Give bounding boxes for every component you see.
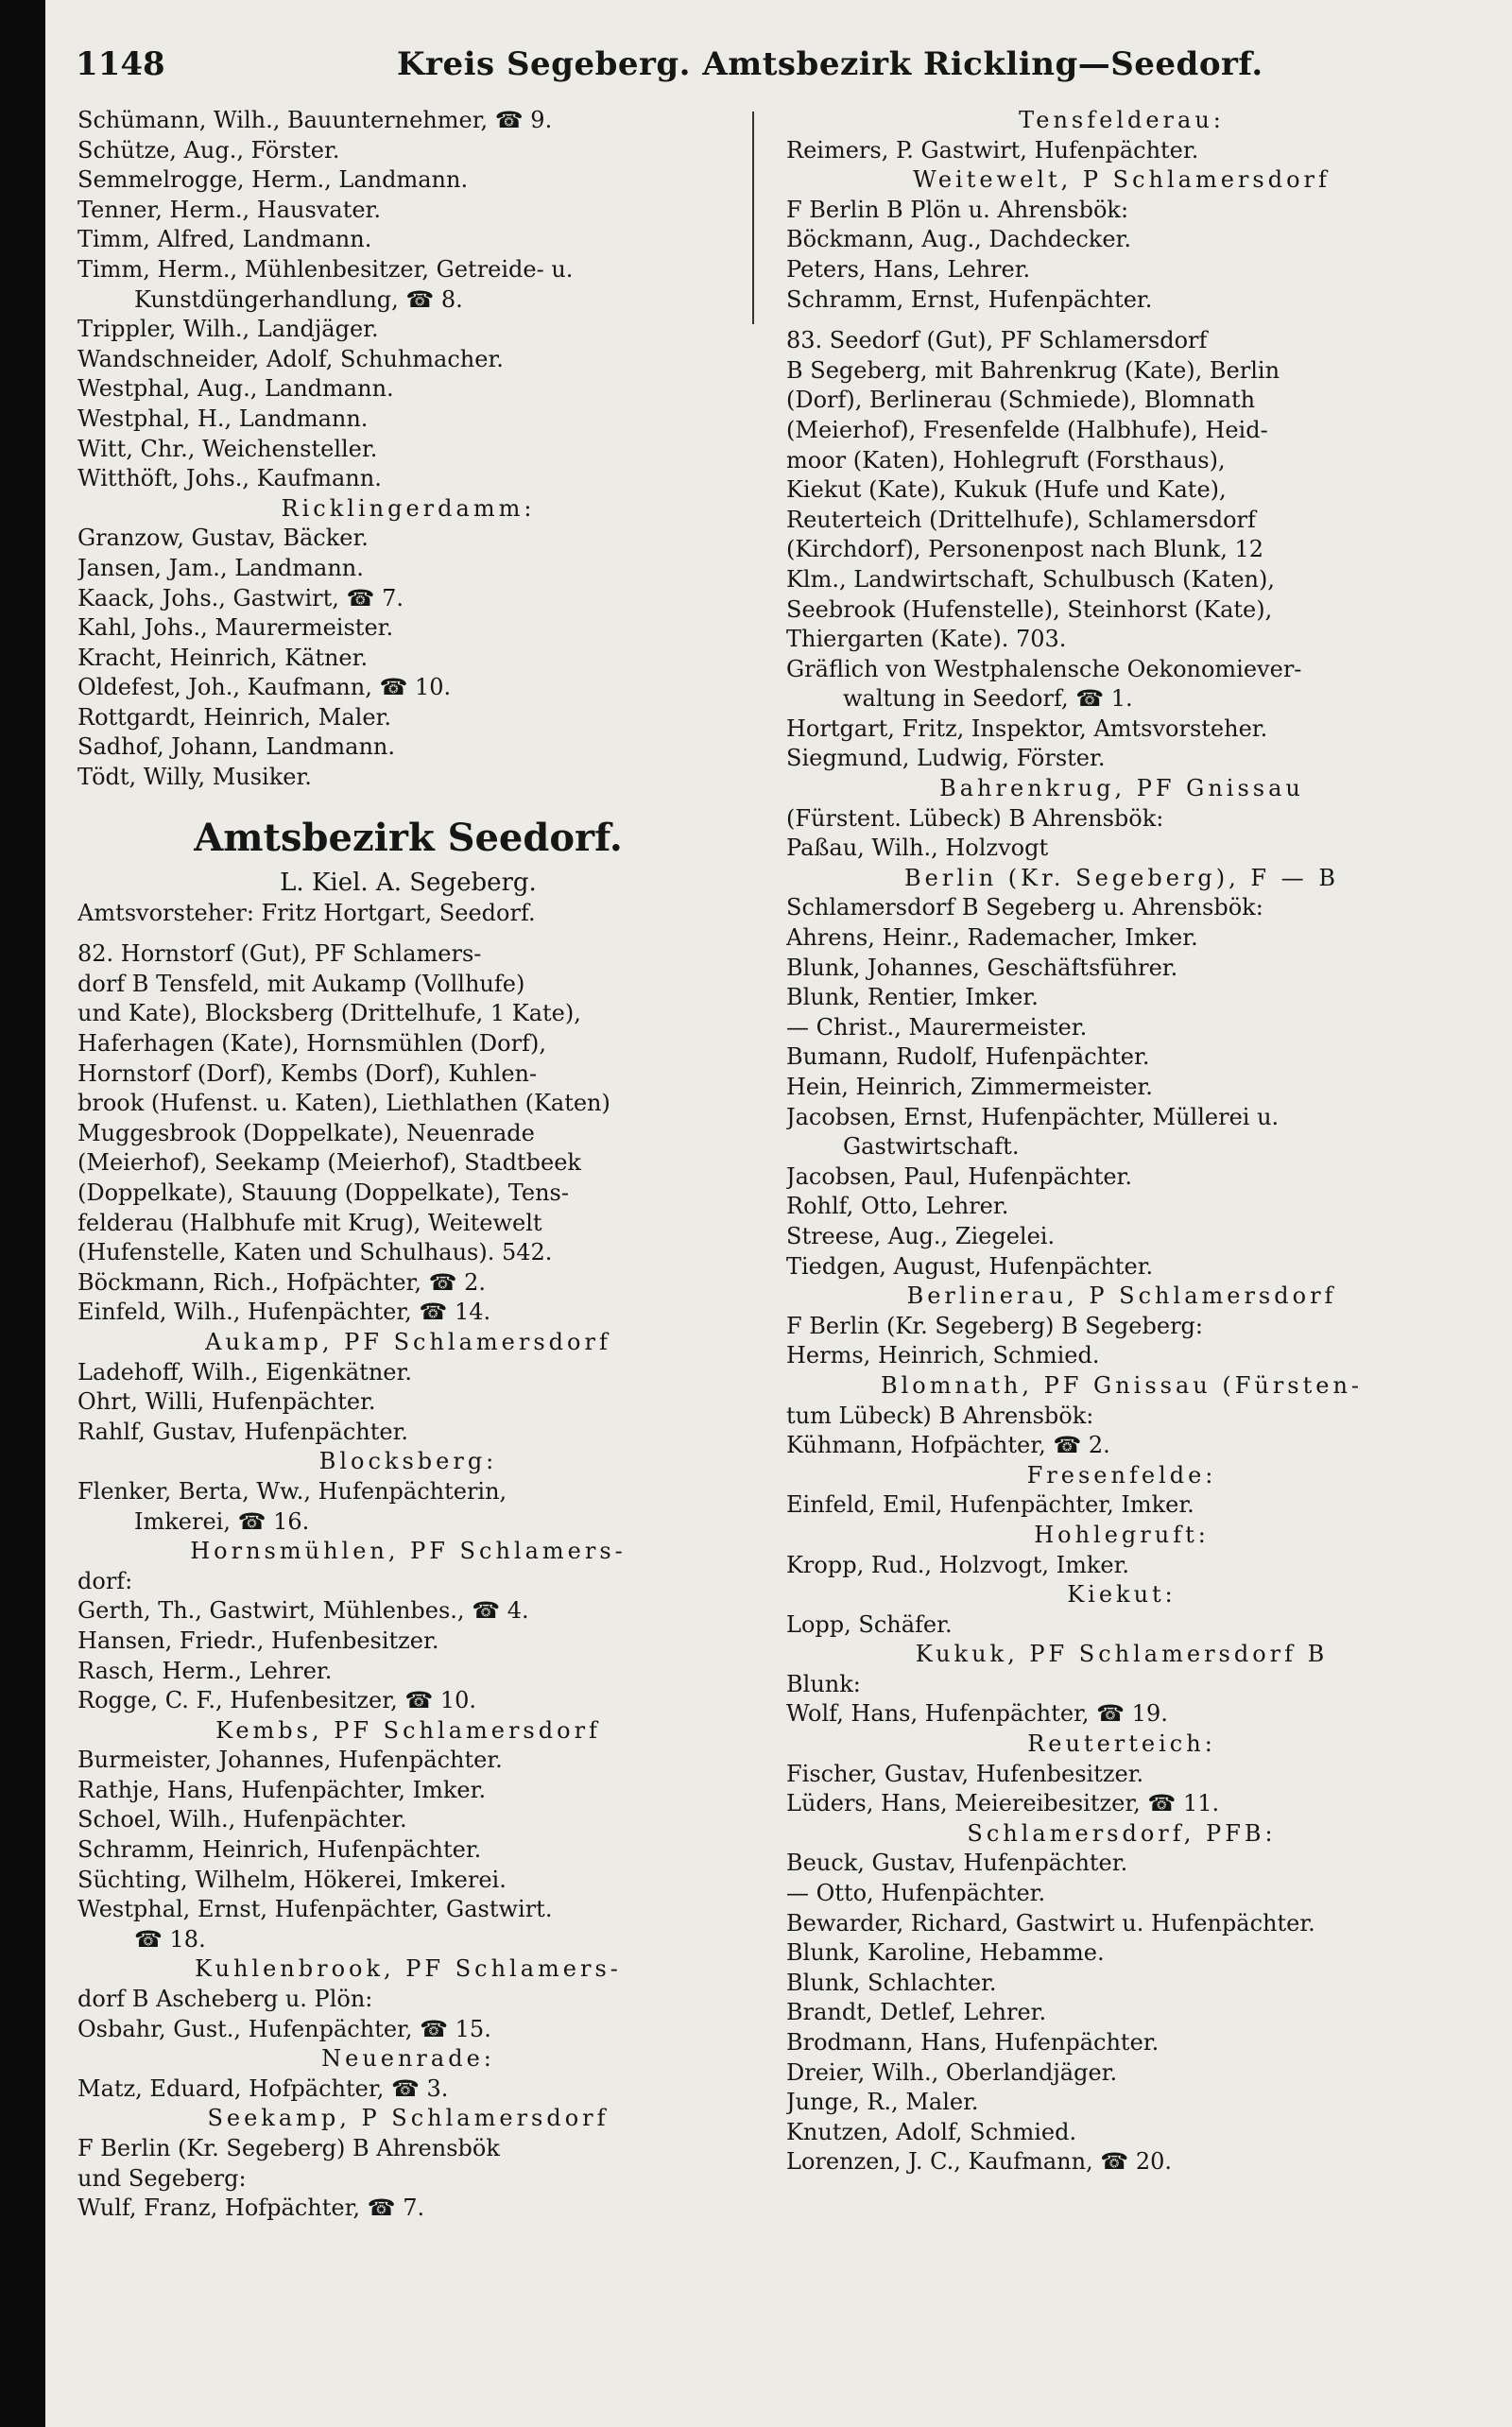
locality-heading: Ricklingerdamm: (281, 494, 536, 522)
entry-continuation: Imkerei, ☎ 16. (134, 1507, 310, 1535)
directory-entry: (Hufenstelle, Katen und Schulhaus). 542. (77, 1239, 553, 1266)
locality-heading: Bahrenkrug, PF Gnissau (939, 775, 1304, 802)
directory-entry: Schütze, Aug., Förster. (77, 136, 340, 164)
locality-heading: Tensfelderau: (1019, 107, 1225, 133)
directory-entry: Rohlf, Otto, Lehrer. (786, 1193, 1009, 1220)
locality-heading: Aukamp, PF Schlamersdorf (205, 1328, 611, 1355)
directory-entry: Thiergarten (Kate). 703. (786, 626, 1067, 653)
directory-entry: Ahrens, Heinr., Rademacher, Imker. (786, 924, 1198, 952)
directory-entry: Schramm, Ernst, Hufenpächter. (786, 285, 1153, 313)
locality-heading: Kembs, PF Schlamersdorf (215, 1716, 601, 1744)
directory-entry: Schümann, Wilh., Bauunternehmer, ☎ 9. (77, 107, 553, 133)
directory-entry: Lüders, Hans, Meiereibesitzer, ☎ 11. (786, 1790, 1220, 1817)
locality-heading: Berlin (Kr. Segeberg), F — B (904, 864, 1339, 891)
directory-entry: Lorenzen, J. C., Kaufmann, ☎ 20. (786, 2148, 1172, 2176)
directory-entry: Trippler, Wilh., Landjäger. (77, 316, 379, 343)
directory-entry: Blunk, Karoline, Hebamme. (786, 1939, 1105, 1967)
locality-heading: Schlamersdorf, PFB: (967, 1819, 1277, 1847)
directory-entry: moor (Katen), Hohlegruft (Forsthaus), (786, 446, 1226, 473)
directory-entry: dorf B Ascheberg u. Plön: (77, 1986, 373, 2013)
directory-entry: Kiekut (Kate), Kukuk (Hufe und Kate), (786, 476, 1227, 504)
directory-entry: brook (Hufenst. u. Katen), Liethlathen (Katen) (77, 1090, 610, 1117)
directory-entry: Flenker, Berta, Ww., Hufenpächterin, (77, 1477, 507, 1505)
directory-entry: (Kirchdorf), Personenpost nach Blunk, 12 (786, 536, 1264, 563)
directory-entry: Tödt, Willy, Musiker. (77, 764, 312, 791)
directory-entry: Einfeld, Wilh., Hufenpächter, ☎ 14. (77, 1299, 491, 1326)
directory-entry: Ohrt, Willi, Hufenpächter. (77, 1388, 376, 1416)
directory-entry: F Berlin (Kr. Segeberg) B Segeberg: (786, 1312, 1203, 1339)
directory-entry: Granzow, Gustav, Bäcker. (77, 525, 369, 552)
section-heading: Amtsbezirk Seedorf. (194, 815, 623, 860)
directory-entry: Kropp, Rud., Holzvogt, Imker. (786, 1551, 1130, 1578)
directory-entry: Blunk: (786, 1670, 861, 1697)
directory-entry: Jacobsen, Ernst, Hufenpächter, Müllerei u. (786, 1103, 1280, 1130)
directory-entry: Böckmann, Aug., Dachdecker. (786, 226, 1132, 253)
directory-entry: Hansen, Friedr., Hufenbesitzer. (77, 1627, 439, 1654)
directory-entry: Gräflich von Westphalensche Oekonomiever- (786, 655, 1302, 682)
directory-entry: tum Lübeck) B Ahrensbök: (786, 1402, 1094, 1429)
right-column (786, 106, 1457, 2177)
directory-entry: Timm, Alfred, Landmann. (77, 226, 372, 253)
directory-entry: Rogge, C. F., Hufenbesitzer, ☎ 10. (77, 1687, 477, 1714)
directory-entry: Tenner, Herm., Hausvater. (77, 196, 381, 223)
entry-continuation: Kunstdüngerhandlung, ☎ 8. (134, 285, 463, 313)
directory-entry: Schoel, Wilh., Hufenpächter. (77, 1806, 407, 1833)
directory-entry: Tiedgen, August, Hufenpächter. (786, 1252, 1154, 1280)
directory-entry: Kracht, Heinrich, Kätner. (77, 644, 369, 671)
directory-entry: Seebrook (Hufenstelle), Steinhorst (Kate), (786, 595, 1273, 623)
directory-entry: Lopp, Schäfer. (786, 1610, 953, 1638)
directory-entry: Sadhof, Johann, Landmann. (77, 733, 395, 761)
directory-entry: Paßau, Wilh., Holzvogt (786, 835, 1049, 862)
directory-entry: Kühmann, Hofpächter, ☎ 2. (786, 1432, 1110, 1459)
locality-heading: Kuhlenbrook, PF Schlamers- (195, 1955, 622, 1983)
directory-entry: B Segeberg, mit Bahrenkrug (Kate), Berlin (786, 356, 1280, 384)
locality-heading: Blomnath, PF Gnissau (Fürsten- (880, 1371, 1364, 1399)
page-title: Kreis Segeberg. Amtsbezirk Rickling—Seedorf. (397, 45, 1263, 83)
directory-entry: Siegmund, Ludwig, Förster. (786, 745, 1106, 772)
directory-entry: Reimers, P. Gastwirt, Hufenpächter. (786, 136, 1199, 164)
directory-entry: Junge, R., Maler. (786, 2089, 979, 2116)
directory-entry: (Fürstent. Lübeck) B Ahrensbök: (786, 804, 1164, 832)
directory-entry: dorf B Tensfeld, mit Aukamp (Vollhufe) (77, 970, 525, 997)
directory-entry: Amtsvorsteher: Fritz Hortgart, Seedorf. (77, 899, 536, 926)
directory-entry: felderau (Halbhufe mit Krug), Weitewelt (77, 1209, 542, 1236)
directory-page (45, 0, 1512, 2427)
directory-entry: Kahl, Johs., Maurermeister. (77, 614, 394, 642)
directory-entry: Dreier, Wilh., Oberlandjäger. (786, 2058, 1118, 2086)
directory-entry: Rottgardt, Heinrich, Maler. (77, 703, 392, 731)
directory-entry: Beuck, Gustav, Hufenpächter. (786, 1850, 1128, 1877)
directory-entry: F Berlin B Plön u. Ahrensbök: (786, 196, 1129, 223)
column-divider (752, 112, 754, 324)
directory-entry: (Meierhof), Fresenfelde (Halbhufe), Heid- (786, 416, 1268, 443)
directory-entry: Rasch, Herm., Lehrer. (77, 1657, 333, 1684)
estate-entry: 82. Hornstorf (Gut), PF Schlamers- (77, 940, 482, 968)
directory-entry: (Doppelkate), Stauung (Doppelkate), Tens- (77, 1179, 569, 1206)
directory-entry: Jacobsen, Paul, Hufenpächter. (786, 1162, 1132, 1190)
locality-heading: Hornsmühlen, PF Schlamers- (190, 1538, 627, 1565)
directory-entry: Hein, Heinrich, Zimmermeister. (786, 1074, 1153, 1100)
locality-heading: Blocksberg: (318, 1448, 498, 1475)
directory-entry: Oldefest, Joh., Kaufmann, ☎ 10. (77, 674, 452, 701)
directory-entry: Gerth, Th., Gastwirt, Mühlenbes., ☎ 4. (77, 1597, 529, 1625)
directory-entry: — Christ., Maurermeister. (786, 1013, 1088, 1041)
directory-entry: Osbahr, Gust., Hufenpächter, ☎ 15. (77, 2015, 491, 2042)
directory-entry: Witthöft, Johs., Kaufmann. (77, 465, 382, 492)
directory-entry: Hortgart, Fritz, Inspektor, Amtsvorsteher. (786, 714, 1268, 742)
directory-entry: — Otto, Hufenpächter. (786, 1880, 1046, 1907)
locality-heading: Fresenfelde: (1026, 1461, 1217, 1489)
directory-entry: Bewarder, Richard, Gastwirt u. Hufenpächter. (786, 1909, 1315, 1936)
directory-entry: Timm, Herm., Mühlenbesitzer, Getreide- u. (77, 255, 574, 283)
directory-entry: Peters, Hans, Lehrer. (786, 255, 1031, 283)
directory-entry: Matz, Eduard, Hofpächter, ☎ 3. (77, 2074, 449, 2102)
directory-entry: Reuterteich (Drittelhufe), Schlamersdorf (786, 506, 1256, 533)
directory-entry: (Meierhof), Seekamp (Meierhof), Stadtbeek (77, 1149, 581, 1177)
locality-heading: Seekamp, P Schlamersdorf (207, 2105, 610, 2132)
page-header (76, 36, 1455, 93)
left-column (77, 106, 739, 2224)
directory-entry: Wandschneider, Adolf, Schuhmacher. (77, 345, 504, 372)
directory-entry: Wolf, Hans, Hufenpächter, ☎ 19. (786, 1700, 1168, 1728)
entry-continuation: waltung in Seedorf, ☎ 1. (843, 685, 1133, 713)
directory-entry: Knutzen, Adolf, Schmied. (786, 2118, 1077, 2145)
directory-entry: Muggesbrook (Doppelkate), Neuenrade (77, 1119, 535, 1146)
locality-heading: Kiekut: (1067, 1581, 1177, 1609)
directory-entry: Westphal, Aug., Landmann. (77, 375, 394, 403)
directory-entry: Einfeld, Emil, Hufenpächter, Imker. (786, 1491, 1194, 1519)
directory-entry: Burmeister, Johannes, Hufenpächter. (77, 1747, 503, 1774)
directory-entry: und Kate), Blocksberg (Drittelhufe, 1 Kate), (77, 1000, 581, 1027)
directory-entry: Brodmann, Hans, Hufenpächter. (786, 2029, 1160, 2056)
directory-entry: Herms, Heinrich, Schmied. (786, 1342, 1100, 1369)
directory-entry: Ladehoff, Wilh., Eigenkätner. (77, 1358, 412, 1386)
directory-entry: Blunk, Johannes, Geschäftsführer. (786, 954, 1178, 981)
directory-entry: Witt, Chr., Weichensteller. (77, 435, 378, 462)
directory-entry: Hornstorf (Dorf), Kembs (Dorf), Kuhlen- (77, 1059, 538, 1087)
locality-heading: Kukuk, PF Schlamersdorf B (915, 1641, 1329, 1668)
locality-heading: Weitewelt, P Schlamersdorf (913, 166, 1331, 194)
locality-heading: Neuenrade: (321, 2045, 495, 2073)
directory-entry: dorf: (77, 1567, 133, 1594)
directory-entry: Süchting, Wilhelm, Hökerei, Imkerei. (77, 1866, 507, 1893)
locality-heading: Berlinerau, P Schlamersdorf (906, 1282, 1337, 1310)
directory-entry: Streese, Aug., Ziegelei. (786, 1222, 1056, 1249)
entry-continuation: Gastwirtschaft. (843, 1133, 1020, 1161)
directory-entry: (Dorf), Berlinerau (Schmiede), Blomnath (786, 387, 1256, 414)
directory-entry: Westphal, Ernst, Hufenpächter, Gastwirt. (77, 1896, 553, 1923)
directory-entry: Bumann, Rudolf, Hufenpächter. (786, 1043, 1150, 1071)
directory-entry: Haferhagen (Kate), Hornsmühlen (Dorf), (77, 1030, 546, 1058)
directory-entry: Kaack, Johs., Gastwirt, ☎ 7. (77, 584, 404, 611)
page-number: 1148 (76, 45, 165, 83)
estate-entry: 83. Seedorf (Gut), PF Schlamersdorf (786, 327, 1208, 354)
directory-entry: Blunk, Rentier, Imker. (786, 984, 1039, 1011)
directory-entry: Böckmann, Rich., Hofpächter, ☎ 2. (77, 1268, 487, 1296)
directory-entry: Schramm, Heinrich, Hufenpächter. (77, 1836, 482, 1864)
directory-entry: Blunk, Schlachter. (786, 1969, 997, 1996)
directory-entry: F Berlin (Kr. Segeberg) B Ahrensbök (77, 2135, 500, 2161)
directory-entry: Klm., Landwirtschaft, Schulbusch (Katen), (786, 565, 1275, 593)
directory-entry: Semmelrogge, Herm., Landmann. (77, 166, 469, 194)
directory-entry: und Segeberg: (77, 2164, 247, 2192)
directory-entry: Jansen, Jam., Landmann. (77, 554, 364, 581)
directory-entry: Fischer, Gustav, Hufenbesitzer. (786, 1760, 1144, 1787)
directory-entry: Schlamersdorf B Segeberg u. Ahrensbök: (786, 894, 1263, 921)
entry-continuation: ☎ 18. (134, 1925, 206, 1953)
directory-entry: Westphal, H., Landmann. (77, 404, 369, 432)
locality-heading: Reuterteich: (1027, 1730, 1216, 1758)
directory-entry: Wulf, Franz, Hofpächter, ☎ 7. (77, 2195, 425, 2222)
directory-entry: Rahlf, Gustav, Hufenpächter. (77, 1418, 409, 1445)
section-subheading: L. Kiel. A. Segeberg. (280, 868, 537, 897)
directory-entry: Brandt, Detlef, Lehrer. (786, 1999, 1047, 2026)
directory-entry: Rathje, Hans, Hufenpächter, Imker. (77, 1776, 487, 1803)
locality-heading: Hohlegruft: (1034, 1521, 1210, 1548)
